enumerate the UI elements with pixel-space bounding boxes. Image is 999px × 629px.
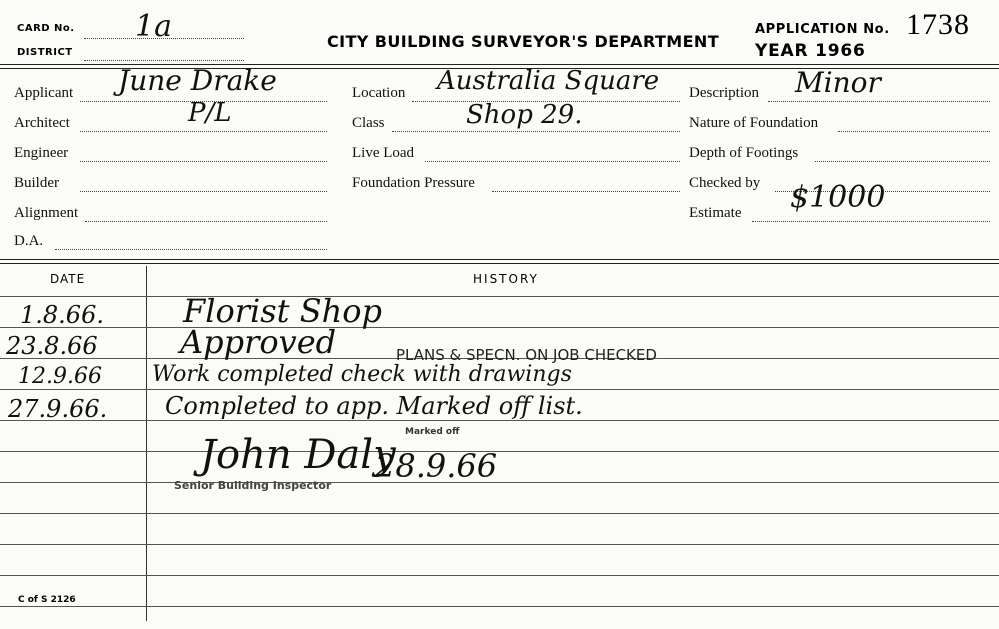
history-line xyxy=(0,544,999,545)
history-line xyxy=(0,389,999,390)
application-number: 1738 xyxy=(906,8,970,41)
architect-line xyxy=(80,131,327,132)
history-row-1-date: 1.8.66. xyxy=(20,301,104,329)
history-row-2-entry: Approved xyxy=(180,323,337,361)
marked-off-stamp: Marked off xyxy=(405,427,460,437)
nature-of-foundation-label: Nature of Foundation xyxy=(689,115,819,131)
live-load-line xyxy=(425,161,680,162)
district-line xyxy=(84,60,244,61)
alignment-line xyxy=(85,221,327,222)
depth-of-footings-label: Depth of Footings xyxy=(689,145,799,161)
history-line xyxy=(0,296,999,297)
date-header: DATE xyxy=(50,272,86,286)
district-label: DISTRICT xyxy=(17,47,73,58)
history-line xyxy=(0,420,999,421)
class-line xyxy=(392,131,680,132)
history-header: HISTORY xyxy=(473,272,539,286)
da-line xyxy=(55,249,327,250)
history-row-4-date: 27.9.66. xyxy=(8,395,108,423)
foundation-pressure-label: Foundation Pressure xyxy=(352,175,475,191)
year-label: YEAR 1966 xyxy=(755,41,866,61)
history-rule-2 xyxy=(0,263,999,264)
date-column-divider xyxy=(146,266,147,621)
estimate-line xyxy=(752,221,990,222)
checked-by-label: Checked by xyxy=(689,175,761,191)
description-line xyxy=(768,101,990,102)
estimate-label: Estimate xyxy=(689,205,742,221)
builder-line xyxy=(80,191,327,192)
history-line xyxy=(0,327,999,328)
history-line xyxy=(0,513,999,514)
card-no-value: 1a xyxy=(135,9,172,44)
builder-label: Builder xyxy=(14,175,59,191)
architect-label: Architect xyxy=(14,115,70,131)
nature-line xyxy=(838,131,990,132)
engineer-label: Engineer xyxy=(14,145,69,161)
class-value: Shop 29. xyxy=(466,100,583,130)
location-label: Location xyxy=(352,85,406,101)
history-line xyxy=(0,575,999,576)
architect-value: P/L xyxy=(188,98,232,128)
application-label: APPLICATION No. xyxy=(755,22,890,37)
department-title: CITY BUILDING SURVEYOR'S DEPARTMENT xyxy=(327,32,720,51)
history-line xyxy=(0,451,999,452)
history-line xyxy=(0,606,999,607)
depth-line xyxy=(815,161,990,162)
history-line xyxy=(0,482,999,483)
signature-date: 28.9.66 xyxy=(375,447,498,485)
applicant-label: Applicant xyxy=(14,85,74,101)
da-label: D.A. xyxy=(14,233,44,249)
inspector-signature: John Daly xyxy=(200,432,396,478)
card-no-label: CARD No. xyxy=(17,23,75,34)
alignment-label: Alignment xyxy=(14,205,79,221)
location-value: Australia Square xyxy=(437,66,660,96)
description-label: Description xyxy=(689,85,759,101)
class-label: Class xyxy=(352,115,385,131)
description-value: Minor xyxy=(795,66,881,99)
plans-checked-stamp: PLANS & SPECN. ON JOB CHECKED xyxy=(396,346,657,364)
history-rule-1 xyxy=(0,259,999,260)
live-load-label: Live Load xyxy=(352,145,415,161)
inspector-stamp: Senior Building Inspector xyxy=(174,479,332,492)
history-row-4-entry: Completed to app. Marked off list. xyxy=(165,392,583,420)
estimate-value: $1000 xyxy=(790,180,886,215)
applicant-value: June Drake xyxy=(118,64,277,97)
form-code: C of S 2126 xyxy=(18,595,76,605)
history-row-3-entry: Work completed check with drawings xyxy=(152,362,572,387)
engineer-line xyxy=(80,161,327,162)
history-row-2-date: 23.8.66 xyxy=(6,332,98,360)
history-row-3-date: 12.9.66 xyxy=(18,364,102,389)
history-row-1-entry: Florist Shop xyxy=(183,292,382,330)
foundation-pressure-line xyxy=(492,191,680,192)
